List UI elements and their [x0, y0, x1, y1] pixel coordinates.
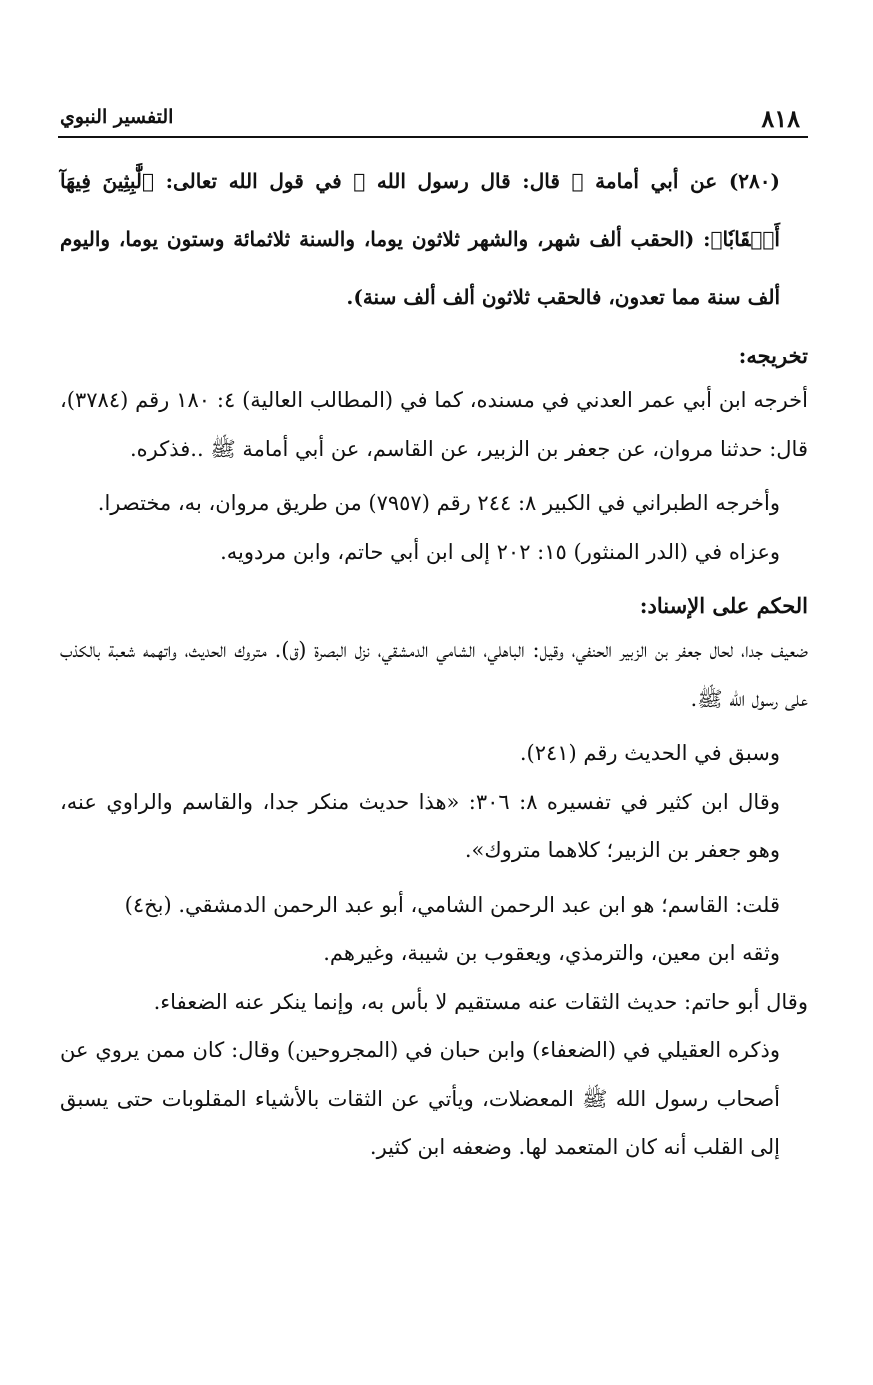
takhrij-paragraph-3: وعزاه في (الدر المنثور) ١٥: ٢٠٢ إلى ابن أبي حاتم، وابن مردويه. — [220, 539, 780, 564]
hadith-text: (٢٨٠) عن أبي أمامة ﷺ قال: قال رسول الله ﷺ في قول الله تعالى: ﴿لَّٰبِثِينَ فِيهَآ أَحۡقَابٗا﴾: (الحقب ألف شهر، والشهر ثلاثون يوما، والسنة ثلاثمائة وستون يوما، واليوم ألف سنة مما تعدون، فالحقب ثلاثون ألف ألف سنة). — [60, 169, 780, 309]
takhrij-heading: تخريجه: — [738, 343, 808, 368]
hukm-paragraph-1: ضعيف جدا، لحال جعفر بن الزبير الحنفي، وقيل: الباهلي، الشامي الدمشقي، نزل البصرة (ق). متروك الحديث، واتهمه شعبة بالكذب على رسول الله ﷺ. — [60, 638, 808, 711]
running-title: التفسير النبوي — [60, 106, 174, 128]
hukm-paragraph-4: قلت: القاسم؛ هو ابن عبد الرحمن الشامي، أبو عبد الرحمن الدمشقي. (بخ٤) — [124, 892, 780, 917]
page-body — [60, 152, 808, 1172]
hukm-heading: الحكم على الإسناد: — [639, 593, 808, 618]
page-header — [58, 100, 808, 138]
hukm-paragraph-3: وقال ابن كثير في تفسيره ٨: ٣٠٦: «هذا حديث منكر جدا، والقاسم والراوي عنه، وهو جعفر بن الزبير؛ كلاهما متروك». — [60, 789, 780, 862]
hukm-paragraph-7: وذكره العقيلي في (الضعفاء) وابن حبان في (المجروحين) وقال: كان ممن يروي عن أصحاب رسول الله ﷺ المعضلات، ويأتي عن الثقات بالأشياء المقلوبات حتى يسبق إلى القلب أنه كان المتعمد لها. وضعفه ابن كثير. — [60, 1038, 780, 1159]
hukm-paragraph-5: وثقه ابن معين، والترمذي، ويعقوب بن شيبة، وغيرهم. — [323, 941, 780, 965]
takhrij-paragraph-2: وأخرجه الطبراني في الكبير ٨: ٢٤٤ رقم (٧٩٥٧) من طريق مروان، به، مختصرا. — [97, 491, 780, 515]
page-number: ٨١٨ — [761, 104, 800, 133]
hukm-paragraph-6: وقال أبو حاتم: حديث الثقات عنه مستقيم لا بأس به، وإنما ينكر عنه الضعفاء. — [153, 989, 808, 1014]
hukm-paragraph-2: وسبق في الحديث رقم (٢٤١). — [519, 741, 780, 765]
takhrij-paragraph-1: أخرجه ابن أبي عمر العدني في مسنده، كما في (المطالب العالية) ٤: ١٨٠ رقم (٣٧٨٤)، قال: حدثنا مروان، عن جعفر بن الزبير، عن القاسم، عن أبي أمامة ﷺ ..فذكره. — [60, 388, 808, 461]
